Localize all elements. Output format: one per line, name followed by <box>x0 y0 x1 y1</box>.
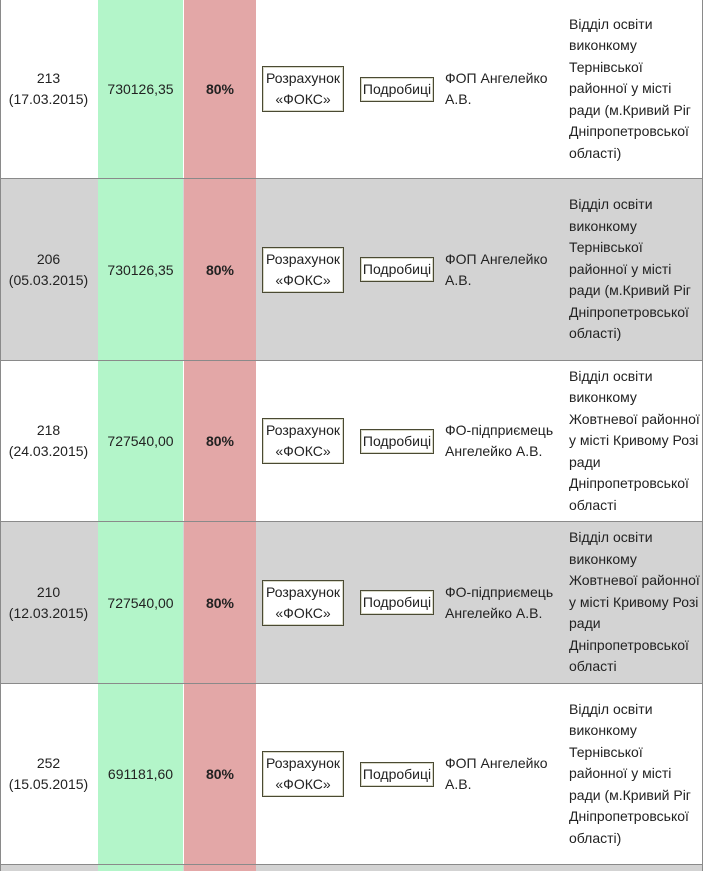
customer-name: Відділ освіти виконкому Жовтневої районної у місті Кривому Розі ради Дніпропетровської області <box>569 367 700 513</box>
contractor-name: ФОП Ангелейко А.В. <box>445 250 548 288</box>
document-date: (24.03.2015) <box>8 443 89 459</box>
document-date: (17.03.2015) <box>8 91 89 107</box>
customer-cell <box>569 522 703 683</box>
percent-cell <box>184 522 256 683</box>
calc-fox-button[interactable] <box>262 751 344 797</box>
percent-value: 80% <box>205 81 235 97</box>
contractor-name: ФО-підприємець Ангелейко А.В. <box>445 422 554 459</box>
sum-cell <box>98 0 183 178</box>
document-date: (15.05.2015) <box>8 776 89 792</box>
table-row <box>0 361 703 522</box>
table-row-partial <box>0 865 703 871</box>
details-cell <box>356 684 438 864</box>
calc-fox-button[interactable] <box>262 418 344 464</box>
calc-button-line1: Розрахунок <box>266 422 340 438</box>
details-button[interactable]: Подробиці <box>360 590 434 615</box>
calc-button-line2: «ФОКС» <box>275 443 331 459</box>
percent-cell <box>184 684 256 864</box>
document-number: 218 <box>36 422 61 438</box>
contractor-name: ФО-підприємець Ангелейко А.В. <box>445 583 554 621</box>
calc-cell <box>258 179 348 360</box>
document-number: 213 <box>36 70 61 86</box>
contractor-cell <box>445 0 569 178</box>
number-cell <box>1 179 96 360</box>
table-row <box>0 684 703 865</box>
details-cell <box>356 522 438 683</box>
table-row <box>0 0 703 179</box>
percent-value: 80% <box>205 433 235 449</box>
sum-value: 727540,00 <box>107 594 174 611</box>
sum-value: 727540,00 <box>107 433 174 449</box>
calc-button-line1: Розрахунок <box>266 583 340 600</box>
details-cell <box>356 0 438 178</box>
contractor-cell <box>445 361 569 521</box>
contractor-name: ФОП Ангелейко А.В. <box>445 755 548 792</box>
percent-value: 80% <box>205 594 235 611</box>
calc-cell <box>258 684 348 864</box>
customer-name: Відділ освіти виконкому Тернівської районної у місті ради (м.Кривий Ріг Дніпропетровської області) <box>569 700 691 846</box>
customer-name: Відділ освіти виконкому Тернівської районної у місті ради (м.Кривий Ріг Дніпропетровської області) <box>569 15 691 161</box>
sum-value: 691181,60 <box>107 766 174 782</box>
customer-name: Відділ освіти виконкому Тернівської районної у місті ради (м.Кривий Ріг Дніпропетровської області) <box>569 196 691 342</box>
sum-cell <box>98 361 183 521</box>
calc-button-line2: «ФОКС» <box>275 776 331 792</box>
table-row <box>0 522 703 684</box>
number-cell <box>1 522 96 683</box>
calc-cell <box>258 522 348 683</box>
details-button[interactable]: Подробиці <box>360 429 434 454</box>
calc-cell <box>258 361 348 521</box>
document-number: 206 <box>36 250 61 267</box>
calc-fox-button[interactable] <box>262 247 344 293</box>
calc-button-line1: Розрахунок <box>266 755 340 771</box>
details-button[interactable]: Подробиці <box>360 77 434 102</box>
percent-cell <box>184 179 256 360</box>
sum-cell <box>98 865 183 871</box>
details-button[interactable]: Подробиці <box>360 257 434 282</box>
customer-cell <box>569 361 703 521</box>
calc-button-line2: «ФОКС» <box>275 91 331 107</box>
sum-cell <box>98 684 183 864</box>
calc-button-line2: «ФОКС» <box>275 271 331 288</box>
calc-fox-button[interactable] <box>262 580 344 626</box>
document-number: 210 <box>36 583 61 600</box>
sum-value: 730126,35 <box>107 81 174 97</box>
number-cell <box>1 684 96 864</box>
contractor-name: ФОП Ангелейко А.В. <box>445 70 548 107</box>
document-date: (05.03.2015) <box>8 271 89 288</box>
calc-cell <box>258 0 348 178</box>
sum-cell <box>98 179 183 360</box>
contractor-cell <box>445 684 569 864</box>
number-cell <box>1 0 96 178</box>
customer-name: Відділ освіти виконкому Жовтневої районної у місті Кривому Розі ради Дніпропетровської області <box>569 529 700 675</box>
customer-cell <box>569 0 703 178</box>
percent-cell <box>184 361 256 521</box>
details-cell <box>356 179 438 360</box>
customer-cell <box>569 684 703 864</box>
table-row <box>0 179 703 361</box>
percent-value: 80% <box>205 766 235 782</box>
sum-value: 730126,35 <box>107 261 174 278</box>
details-button[interactable]: Подробиці <box>360 762 434 787</box>
sum-cell <box>98 522 183 683</box>
contractor-cell <box>445 179 569 360</box>
customer-cell <box>569 179 703 360</box>
document-number: 252 <box>36 755 61 771</box>
percent-cell <box>184 0 256 178</box>
number-cell <box>1 361 96 521</box>
document-date: (12.03.2015) <box>8 604 89 621</box>
percent-value: 80% <box>205 261 235 278</box>
contractor-cell <box>445 522 569 683</box>
calc-button-line1: Розрахунок <box>266 250 340 267</box>
calc-button-line1: Розрахунок <box>266 70 340 86</box>
calc-button-line2: «ФОКС» <box>275 604 331 621</box>
details-cell <box>356 361 438 521</box>
percent-cell <box>184 865 256 871</box>
calc-fox-button[interactable] <box>262 66 344 112</box>
